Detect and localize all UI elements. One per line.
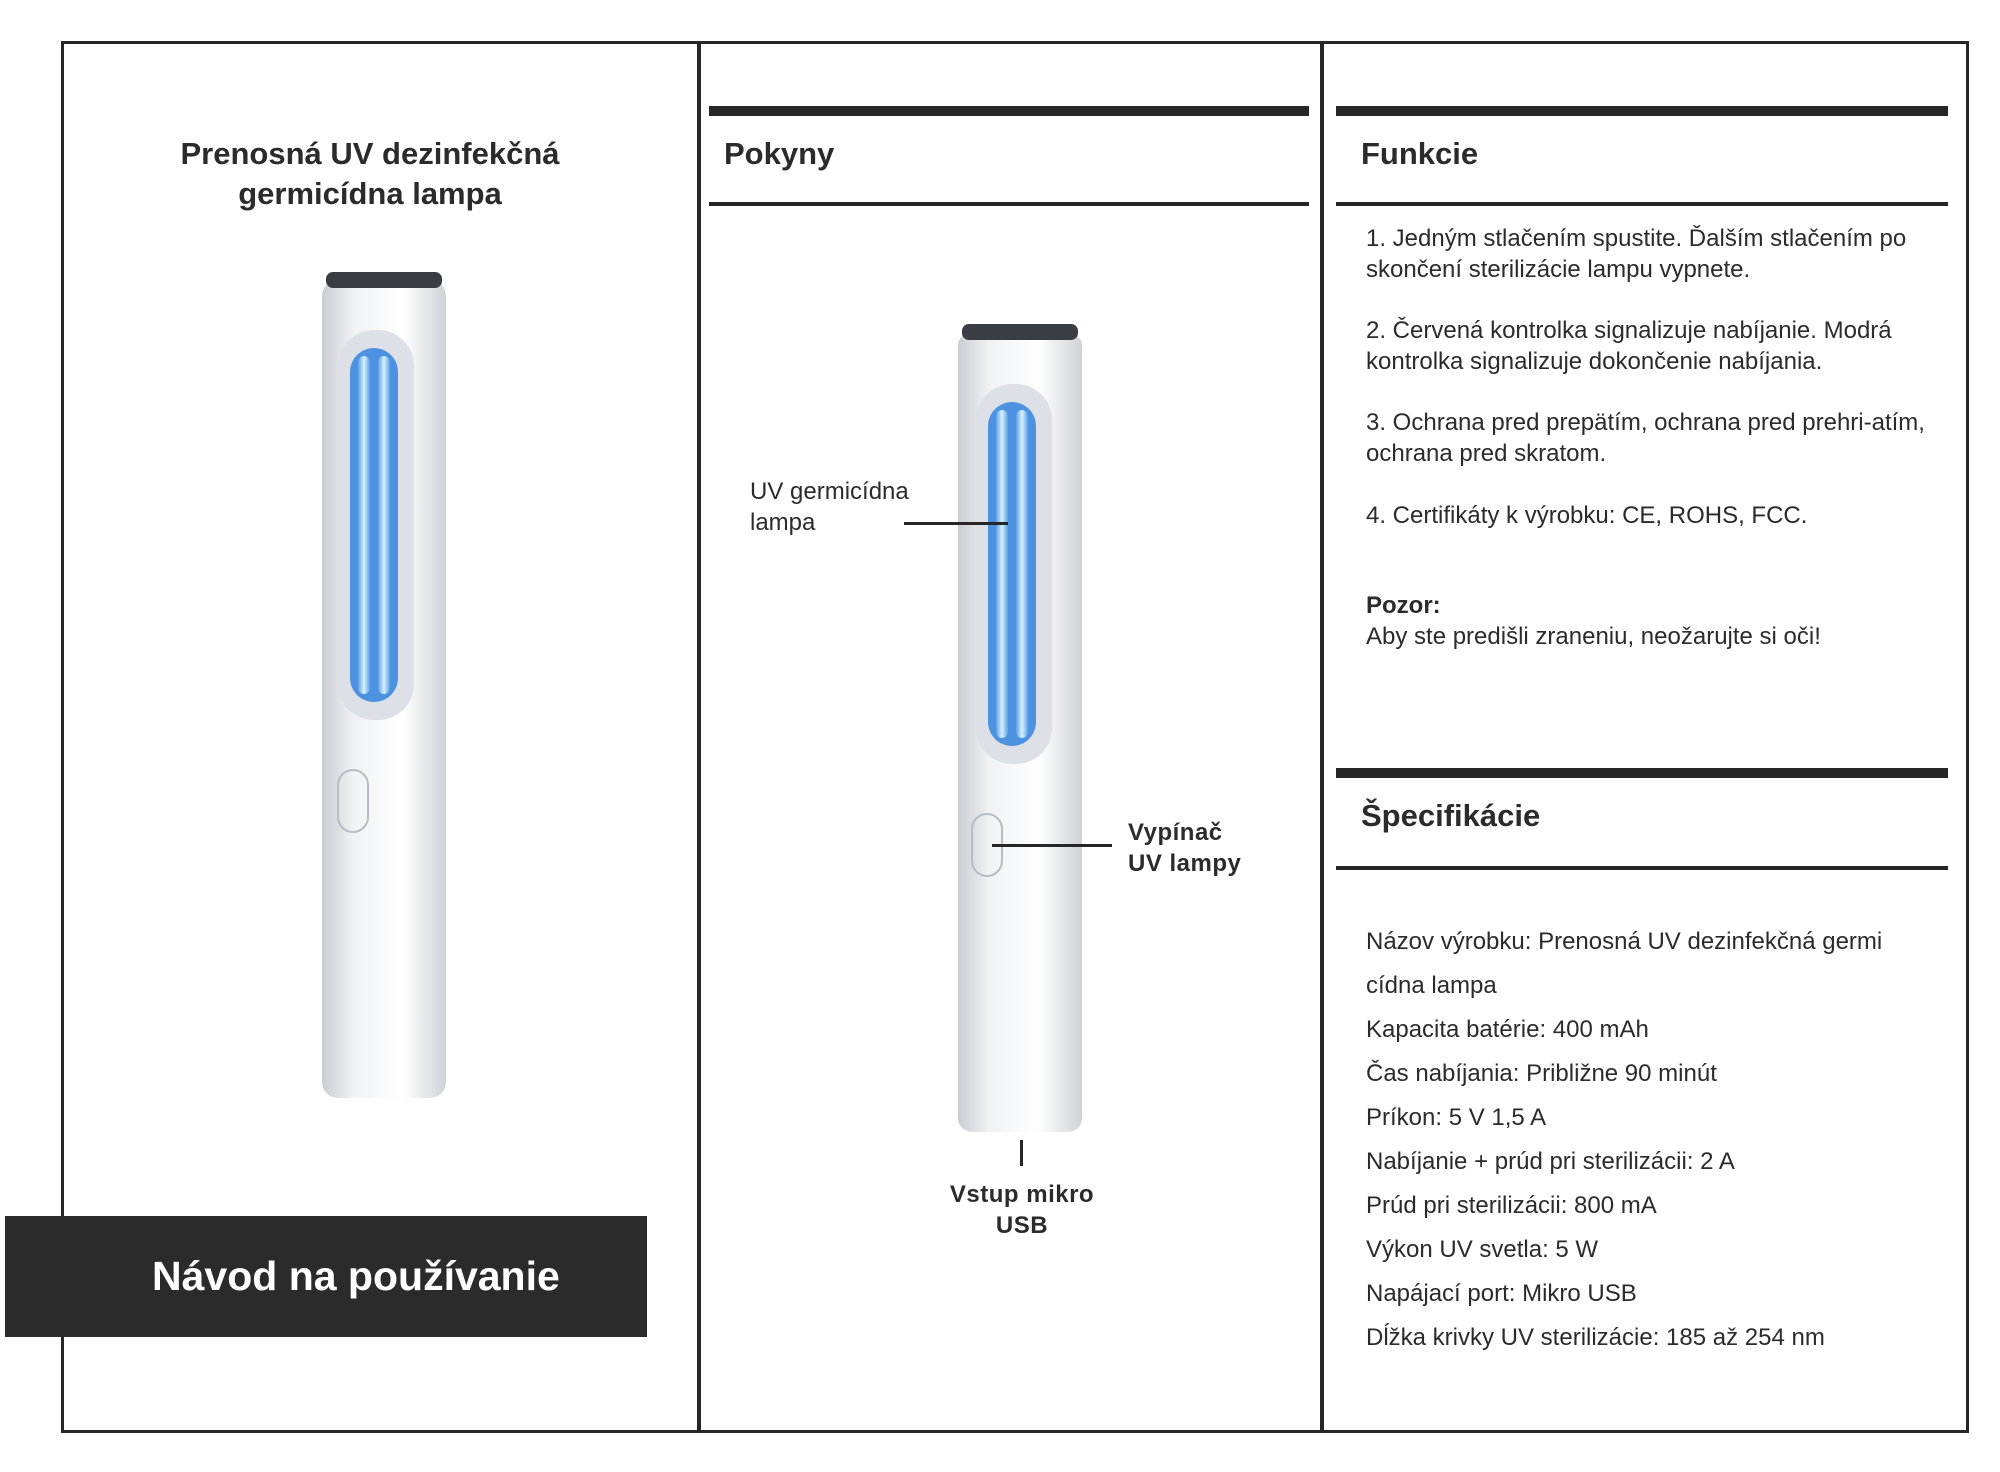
function-item-1: 1. Jedným stlačením spustite. Ďalším stlačením po skončení sterilizácie lampu vypnete.	[1366, 225, 1907, 283]
function-item-4: 4. Certifikáty k výrobku: CE, ROHS, FCC.	[1366, 502, 1808, 529]
spec-item: Prúd pri sterilizácii: 800 mA	[1366, 1192, 1657, 1219]
functions-bottom-rule	[1336, 202, 1948, 206]
callout-switch-line1: Vypínač	[1128, 819, 1223, 846]
usage-banner-text: Návod na používanie	[152, 1253, 560, 1299]
instructions-bottom-rule	[709, 202, 1309, 206]
leader-line-uv-lamp	[904, 522, 1008, 525]
warning-title: Pozor:	[1366, 592, 1441, 619]
leader-line-switch	[992, 844, 1112, 847]
function-item-3: 3. Ochrana pred prepätím, ochrana pred prehri-atím, ochrana pred skratom.	[1366, 409, 1925, 467]
uv-tube-left	[996, 410, 1008, 738]
product-title	[130, 134, 610, 214]
instructions-top-rule	[709, 106, 1309, 116]
callout-usb	[922, 1179, 1122, 1241]
callout-uv-lamp-line1: UV germicídna	[750, 478, 909, 505]
specs-bottom-rule	[1336, 866, 1948, 870]
column-divider-2	[1320, 41, 1324, 1433]
functions-heading: Funkcie	[1361, 136, 1479, 171]
spec-item: Nabíjanie + prúd pri sterilizácii: 2 A	[1366, 1148, 1735, 1175]
spec-item: Výkon UV svetla: 5 W	[1366, 1236, 1599, 1263]
spec-item: Príkon: 5 V 1,5 A	[1366, 1104, 1547, 1131]
spec-item: Napájací port: Mikro USB	[1366, 1280, 1637, 1307]
spec-item: Názov výrobku: Prenosná UV dezinfekčná germi	[1366, 928, 1883, 955]
lamp-top-cap	[962, 324, 1078, 340]
uv-lamp-image-large	[300, 270, 460, 1110]
product-title-line2: germicídna lampa	[238, 176, 502, 211]
leader-line-usb	[1020, 1140, 1023, 1166]
callout-usb-line1: Vstup mikro	[949, 1181, 1095, 1208]
lamp-top-cap	[326, 272, 442, 288]
uv-tube-glow	[988, 402, 1036, 746]
uv-lamp-image-annotated	[948, 322, 1098, 1142]
function-item-2: 2. Červená kontrolka signalizuje nabíjanie. Modrá kontrolka signalizuje dokončenie nabíjania.	[1366, 317, 1892, 375]
warning-text: Aby ste predišli zraneniu, neožarujte si oči!	[1366, 623, 1821, 650]
instructions-heading: Pokyny	[724, 136, 835, 171]
callout-usb-line2: USB	[995, 1212, 1049, 1239]
callout-switch-line2: UV lampy	[1128, 850, 1242, 877]
callout-uv-lamp-line2: lampa	[750, 509, 816, 536]
uv-tube-right	[1016, 410, 1028, 738]
spec-item: Dĺžka krivky UV sterilizácie: 185 až 254 nm	[1366, 1324, 1825, 1351]
callout-uv-lamp	[750, 476, 909, 538]
specs-heading: Špecifikácie	[1361, 798, 1541, 833]
usage-banner	[5, 1216, 647, 1337]
product-title-line1: Prenosná UV dezinfekčná	[180, 136, 560, 171]
uv-tube-right	[378, 356, 390, 694]
uv-tube-left	[358, 356, 370, 694]
spec-item: Kapacita batérie: 400 mAh	[1366, 1016, 1649, 1043]
column-divider-1	[697, 41, 701, 1433]
uv-tube-glow	[350, 348, 398, 702]
specs-list	[1366, 920, 1926, 1360]
callout-switch	[1128, 817, 1241, 879]
spec-item: Čas nabíjania: Približne 90 minút	[1366, 1060, 1717, 1087]
spec-item: cídna lampa	[1366, 972, 1497, 999]
specs-top-rule	[1336, 768, 1948, 778]
functions-top-rule	[1336, 106, 1948, 116]
